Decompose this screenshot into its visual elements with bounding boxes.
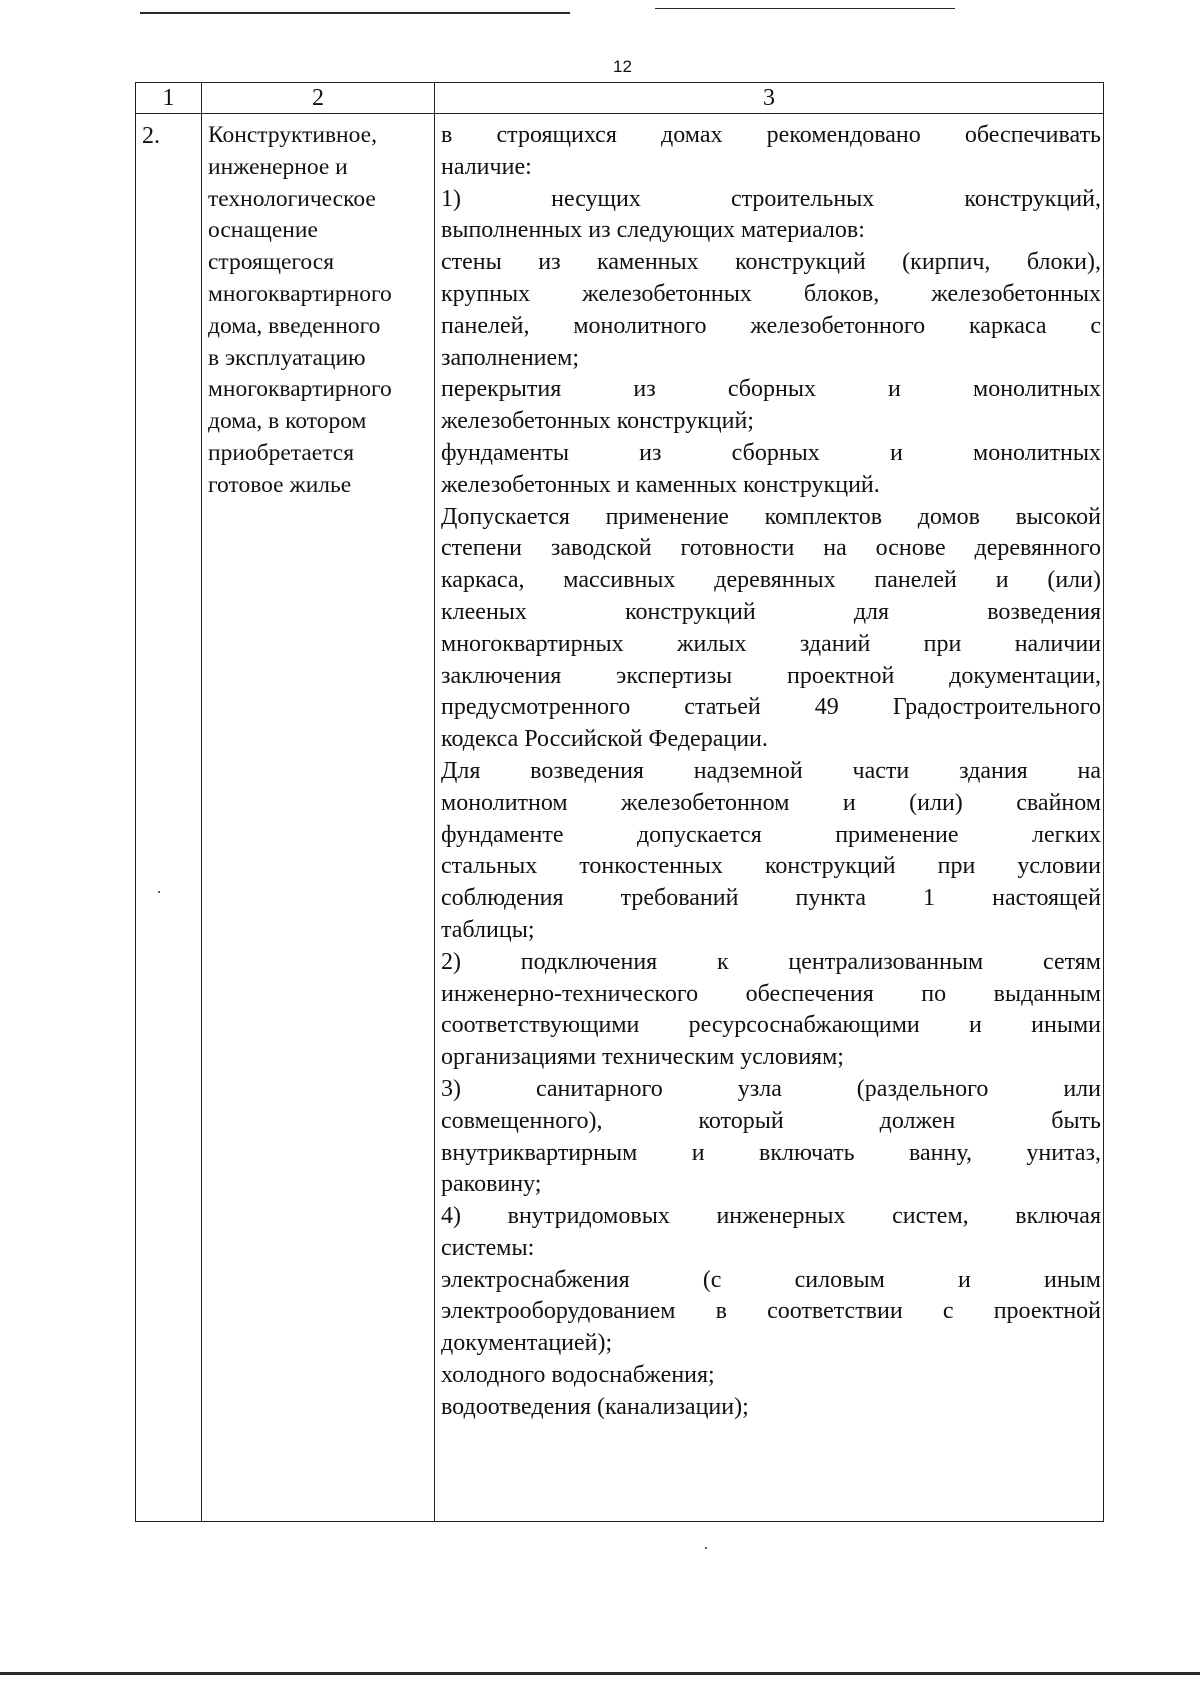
row-name-line: готовое жилье <box>208 471 352 498</box>
scan-artifact-top <box>140 12 570 14</box>
column-number-2: 2 <box>202 83 435 114</box>
row-text-line: документацией); <box>441 1330 613 1357</box>
row-text-line: 2) подключения к централизованным сетям <box>441 948 1101 975</box>
row-text-line: раковину; <box>441 1171 542 1198</box>
row-name <box>202 114 434 502</box>
row-text-line: электрооборудованием в соответствии с проектной <box>441 1298 1101 1325</box>
row-text-line: многоквартирных жилых зданий при наличии <box>441 630 1101 657</box>
table-row <box>136 114 1104 1522</box>
row-text-line: внутриквартирным и включать ванну, унитаз, <box>441 1139 1101 1166</box>
row-text-line: соблюдения требований пункта 1 настоящей <box>441 885 1101 912</box>
row-name-cell <box>202 114 435 1522</box>
row-text-line: Для возведения надземной части здания на <box>441 757 1101 784</box>
row-text-line: в строящихся домах рекомендовано обеспечивать <box>441 122 1101 148</box>
row-text-line: каркаса, массивных деревянных панелей и (или) <box>441 567 1101 594</box>
row-name-line: дома, введенного <box>208 312 381 339</box>
row-text-line: 3) санитарного узла (раздельного или <box>441 1075 1101 1102</box>
row-text-line: выполненных из следующих материалов: <box>441 217 865 244</box>
row-name-line: оснащение <box>208 217 318 244</box>
scan-speck <box>705 1547 707 1549</box>
row-text-line: заключения экспертизы проектной документации, <box>441 662 1101 689</box>
row-text-line: степени заводской готовности на основе деревянного <box>441 535 1101 562</box>
row-name-line: многоквартирного <box>208 376 392 403</box>
row-text-line: 4) внутридомовых инженерных систем, включая <box>441 1203 1101 1230</box>
row-name-line: многоквартирного <box>208 280 392 307</box>
row-text-line: перекрытия из сборных и монолитных <box>441 376 1101 403</box>
row-text <box>435 114 1103 1424</box>
row-text-line: наличие: <box>441 153 532 180</box>
table-header-row <box>136 83 1104 114</box>
row-text-line: кодекса Российской Федерации. <box>441 726 768 753</box>
row-text-line: инженерно-технического обеспечения по выданным <box>441 980 1101 1007</box>
row-text-line: совмещенного), который должен быть <box>441 1107 1101 1134</box>
row-text-line: таблицы; <box>441 916 535 943</box>
row-text-line: холодного водоснабжения; <box>441 1362 715 1389</box>
page-number: 12 <box>613 57 632 76</box>
row-text-line: соответствующими ресурсоснабжающими и иными <box>441 1012 1101 1039</box>
row-name-line: в эксплуатацию <box>208 344 366 371</box>
row-text-line: железобетонных конструкций; <box>441 408 754 435</box>
row-name-line: строящегося <box>208 249 335 276</box>
row-text-line: электроснабжения (с силовым и иным <box>441 1266 1101 1293</box>
row-number-cell <box>136 114 202 1522</box>
row-name-line: технологическое <box>208 185 376 212</box>
row-name-line: Конструктивное, <box>208 122 377 148</box>
row-text-line: 1) несущих строительных конструкций, <box>441 185 1101 212</box>
row-name-line: дома, в котором <box>208 408 367 435</box>
scan-artifact-top-right <box>655 8 955 9</box>
row-text-line: панелей, монолитного железобетонного каркаса с <box>441 312 1101 339</box>
requirements-table <box>135 82 1104 1522</box>
row-text-line: системы: <box>441 1234 535 1261</box>
row-text-line: стены из каменных конструкций (кирпич, блоки), <box>441 249 1101 276</box>
column-number-1: 1 <box>136 83 202 114</box>
row-text-cell <box>435 114 1104 1522</box>
column-number-3: 3 <box>435 83 1104 114</box>
scan-artifact-bottom <box>0 1672 1200 1675</box>
row-text-line: фундаменты из сборных и монолитных <box>441 439 1101 466</box>
row-name-line: приобретается <box>208 439 355 466</box>
row-name-line: инженерное и <box>208 153 348 180</box>
row-text-line: предусмотренного статьей 49 Градостроительного <box>441 694 1101 721</box>
row-text-line: железобетонных и каменных конструкций. <box>441 471 880 498</box>
row-text-line: водоотведения (канализации); <box>441 1393 749 1420</box>
row-text-line: Допускается применение комплектов домов высокой <box>441 503 1101 530</box>
row-text-line: клееных конструкций для возведения <box>441 598 1101 625</box>
row-text-line: фундаменте допускается применение легких <box>441 821 1101 848</box>
row-text-line: организациями техническим условиям; <box>441 1044 844 1071</box>
row-number: 2. <box>142 123 160 149</box>
row-text-line: монолитном железобетонном и (или) свайном <box>441 789 1101 816</box>
row-text-line: заполнением; <box>441 344 580 371</box>
row-text-line: стальных тонкостенных конструкций при условии <box>441 853 1101 880</box>
row-text-line: крупных железобетонных блоков, железобетонных <box>441 280 1101 307</box>
